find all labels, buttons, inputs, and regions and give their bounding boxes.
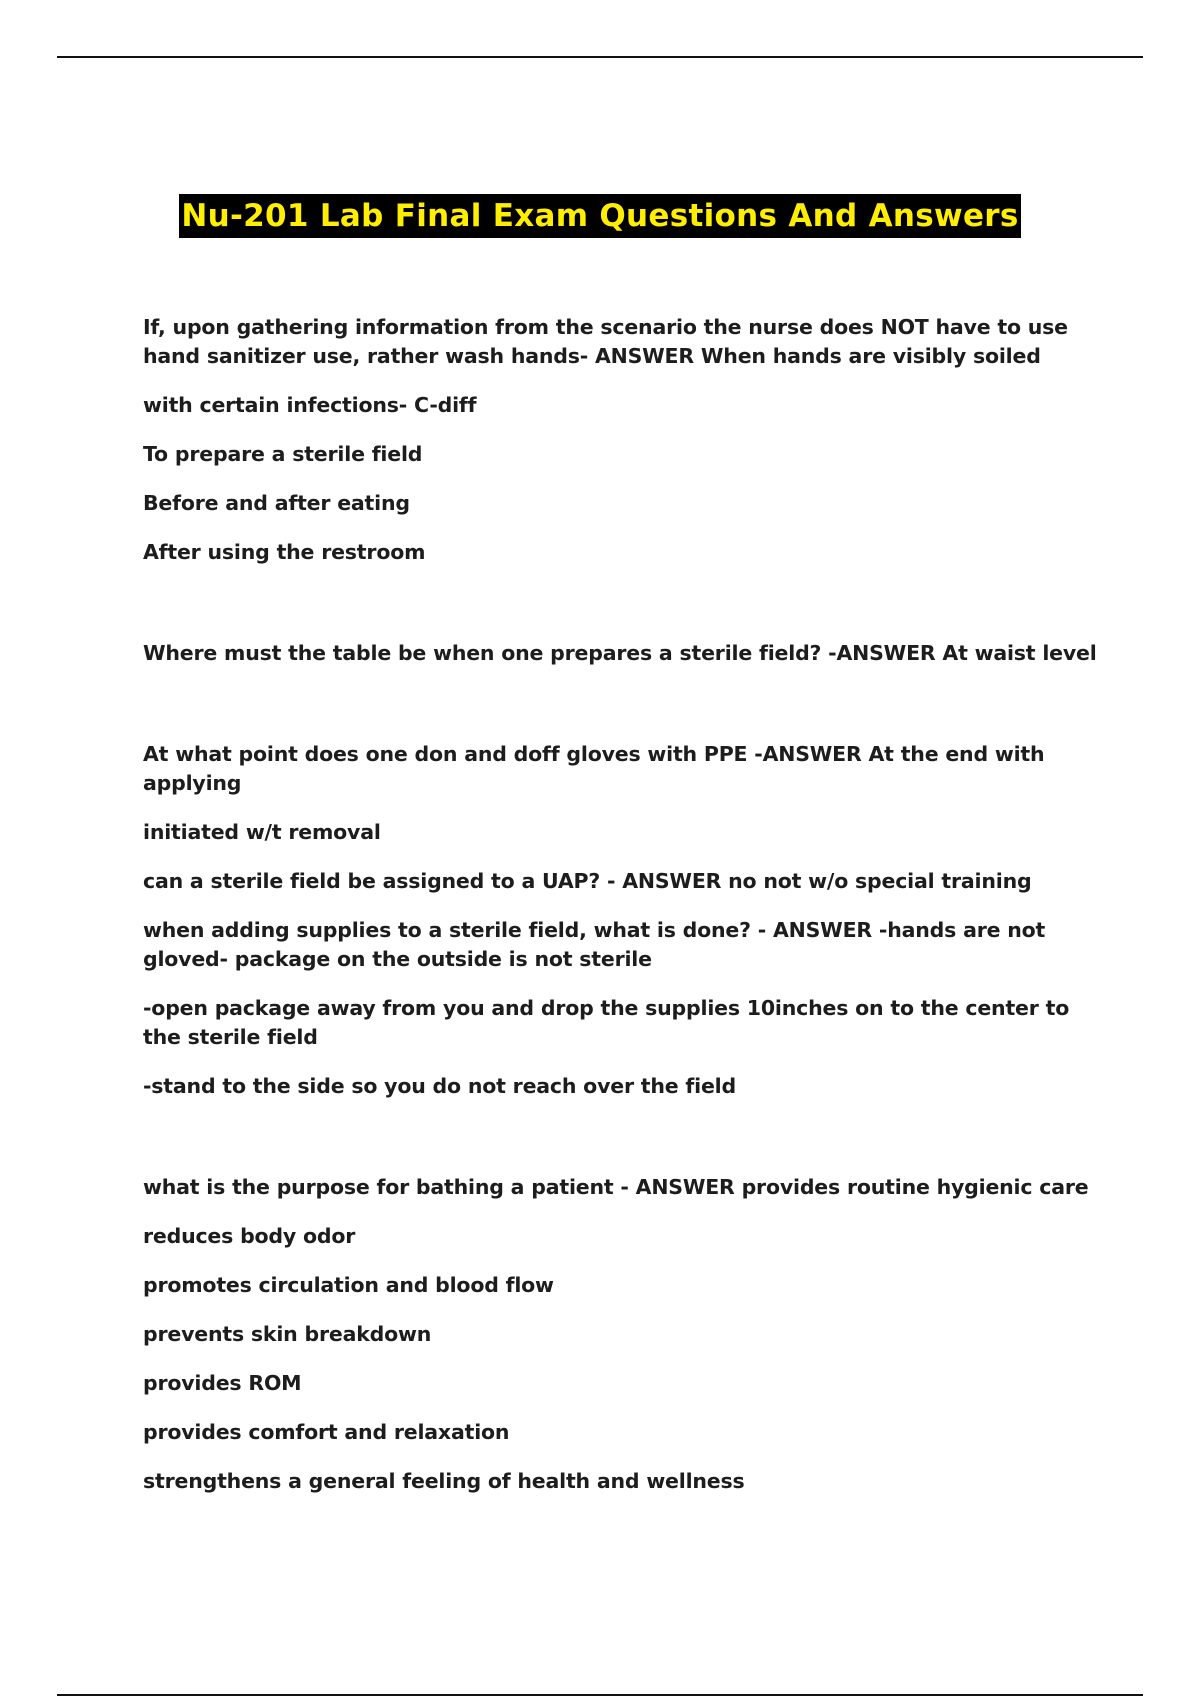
title-container [0,194,1200,238]
qa-paragraph: After using the restroom [143,540,426,564]
qa-paragraph: can a sterile field be assigned to a UAP? - ANSWER no not w/o special training [143,869,1032,893]
qa-content [143,313,1098,1496]
header-rule [57,56,1143,58]
qa-paragraph: promotes circulation and blood flow [143,1273,554,1297]
qa-paragraph: initiated w/t removal [143,820,381,844]
qa-paragraph: provides ROM [143,1371,302,1395]
qa-paragraph: -open package away from you and drop the supplies 10inches on to the center to the sterile field [143,996,1070,1049]
qa-paragraph: -stand to the side so you do not reach over the field [143,1074,736,1098]
qa-paragraph: with certain infections- C-diff [143,393,477,417]
qa-paragraph: At what point does one don and doff gloves with PPE -ANSWER At the end with applying [143,742,1045,795]
qa-paragraph: when adding supplies to a sterile field, what is done? - ANSWER -hands are not gloved- package on the outside is not sterile [143,918,1046,971]
qa-paragraph: prevents skin breakdown [143,1322,432,1346]
qa-paragraph: Where must the table be when one prepares a sterile field? -ANSWER At waist level [143,641,1097,665]
page-title: Nu-201 Lab Final Exam Questions And Answers [179,194,1020,238]
qa-paragraph: To prepare a sterile field [143,442,423,466]
qa-paragraph: provides comfort and relaxation [143,1420,510,1444]
qa-paragraph: what is the purpose for bathing a patient - ANSWER provides routine hygienic care [143,1175,1089,1199]
qa-paragraph: If, upon gathering information from the scenario the nurse does NOT have to use hand sanitizer use, rather wash hands- ANSWER When hands are visibly soiled [143,315,1068,368]
footer-rule [57,1694,1143,1696]
qa-paragraph: reduces body odor [143,1224,356,1248]
qa-paragraph: strengthens a general feeling of health and wellness [143,1469,745,1493]
qa-paragraph: Before and after eating [143,491,410,515]
